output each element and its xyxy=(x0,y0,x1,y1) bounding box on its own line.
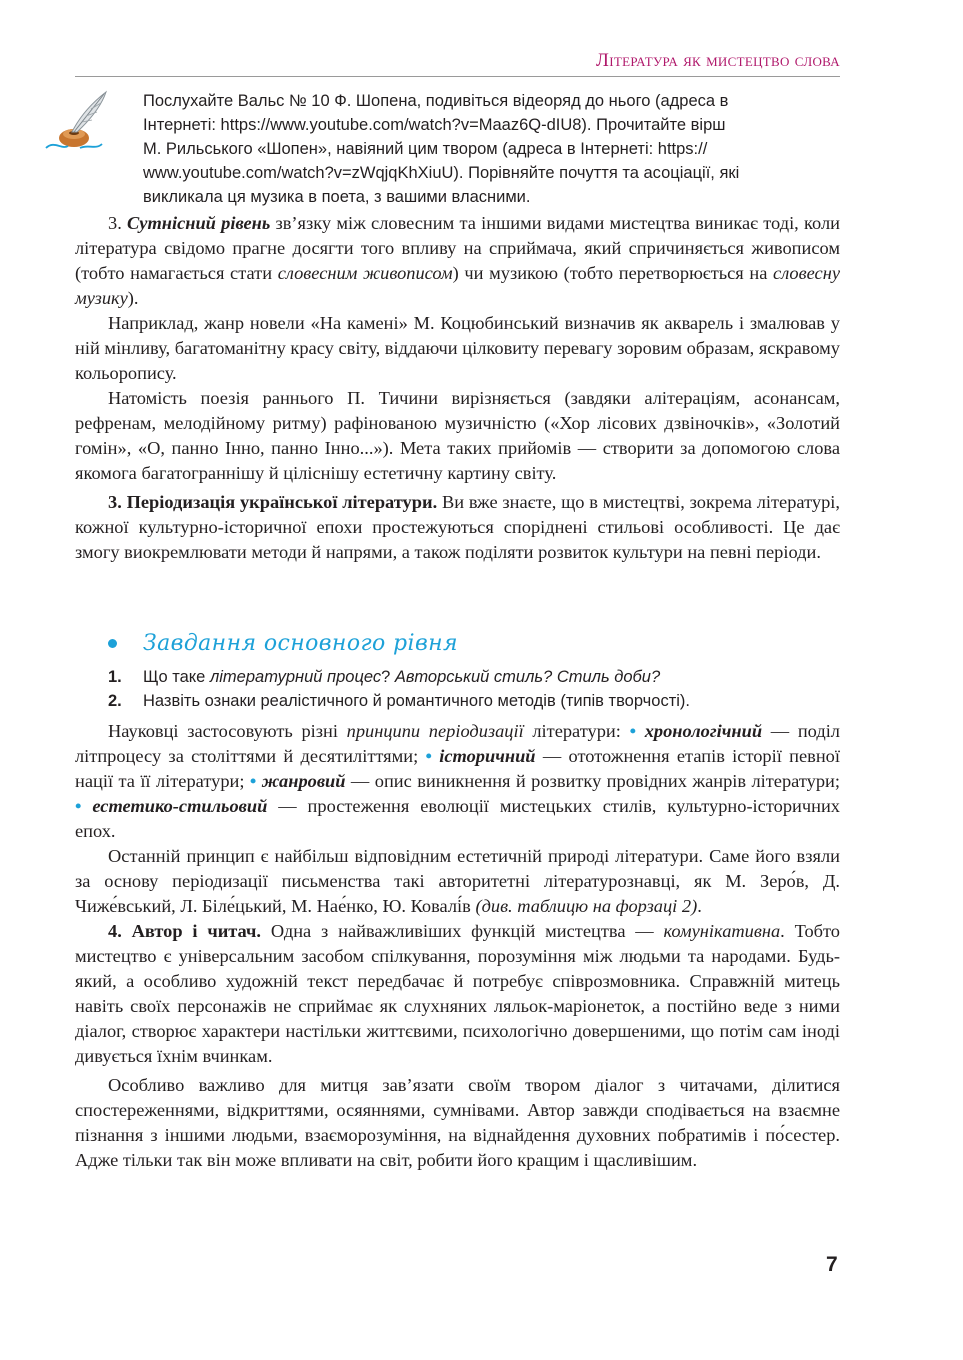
task-line: www.youtube.com/watch?v=zWqjqKhXiuU). Порівняйте почуття та асоціації, які xyxy=(143,164,740,182)
question-item: 1. Що таке літературний процес? Авторський стиль? Стиль доби? xyxy=(108,668,661,686)
paragraph-author-reader: 4. Автор і читач. Одна з найважливіших функцій мистецтва — комунікативна. Тобто мистецтво є універсальним засобом спілкування, порозуміння між людьми та народами. Будь-який, а особливо художній текст передбачає й потребує співрозмовника. Справжній митець навіть своїх персонажів не сприймає як слухняних ляльок-маріонеток, а постійно веде з ними діалог, створює характери настільки життєвими, психологічно довершеними, що потім сам іноді дивується їхнім вчинкам. xyxy=(75,921,840,1066)
paragraph-periodization: 3. Періодизація української літератури. Ви вже знаєте, що в мистецтві, зокрема літературі, кожної культурно-історичної епохи простежуються споріднені стильові особливості. Це дає змогу виокремлювати методи й напрями, а також поділяти розвиток культури на певні періоди. xyxy=(75,492,840,562)
running-header xyxy=(75,50,840,77)
reference-table: (див. таблицю на форзаці 2) xyxy=(475,896,698,916)
listening-task xyxy=(143,89,843,209)
task-line: М. Рильського «Шопен», навіяний цим твором (адреса в Інтернеті: https:// xyxy=(143,140,708,158)
bullet-icon: • xyxy=(425,746,432,766)
paragraph-principles: Науковці застосовують різні принципи періодизації літератури: • хронологічний — поділ літпроцесу за століттями й десятиліттями; • історичний — ототожнення етапів історії певної нації та її літератури; • жанровий — опис виникнення й розвитку провідних жанрів літератури; • естетико-стильовий — простеження еволюції мистецьких стилів, культурно-історичних епох. xyxy=(75,721,840,841)
bullet-icon: • xyxy=(629,721,637,741)
paragraph-dialogue: Особливо важливо для митця зав’язати своїм твором діалог з читачами, ділитися спостереженнями, відкриттями, осяяннями, сумнівами. Автор завжди сподівається на взаємне пізнання з іншими людьми, взаєморозуміння, на віднайдення духовних побратимів і по́сестер. Адже тільки так він може впливати на світ, робити його кращим і щасливішим. xyxy=(75,1075,840,1170)
paragraph-tychyna: Натомість поезія раннього П. Тичини вирізняється (завдяки алітераціям, асонансам, рефренам, мелодійному ритму) рафінованою музичністю («Хор лісових дзвіночків», «Золотий гомін», «О, панно Інно, панно Інно...»). Мета таких прийомів — створити за допомогою слова якомога багатограннішу й ціліснішу естетичну картину світу. xyxy=(75,388,840,483)
task-line: Інтернеті: https://www.youtube.com/watch?v=Maaz6Q-dIU8). Прочитайте вірш xyxy=(143,116,726,134)
task-line: Послухайте Вальс № 10 Ф. Шопена, подивіться відеоряд до нього (адреса в xyxy=(143,92,729,110)
task-line: викликала ця музика в поета, з вашими власними. xyxy=(143,188,531,206)
term-essential-level: Сутнісний рівень xyxy=(127,213,271,233)
main-text-top xyxy=(75,211,840,565)
section-title: Завдання основного рівня xyxy=(143,630,459,656)
term-aesthetic-style: естетико-стильовий xyxy=(92,796,268,816)
heading-author-reader: 4. Автор і читач. xyxy=(108,921,261,941)
bullet-icon xyxy=(108,639,117,648)
questions-list xyxy=(108,665,843,713)
bullet-icon: • xyxy=(75,796,82,816)
page-number: 7 xyxy=(826,1253,838,1276)
term-historical: історичний xyxy=(439,746,536,766)
heading-periodization: 3. Періодизація української літератури. xyxy=(108,492,438,512)
paragraph-last-principle: Останній принцип є найбільш відповідним естетичній природі літератури. Саме його взяли за основу періодизації письменства такі авторитетні літературознавці, як М. Зеро́в, Д. Чиже́вський, Л. Біле́цький, М. Нае́нко, Ю. Ковалі́в (див. таблицю на форзаці 2). xyxy=(75,846,840,916)
bullet-icon: • xyxy=(249,771,257,791)
paragraph-kotsiubynsky: Наприклад, жанр новели «На камені» М. Коцюбинський визначив як акварель і змалював у ній мінливу, багатоманітну красу світу, віддаючи цілковиту перевагу зоровим образам, яскравому кольоропису. xyxy=(75,313,840,383)
question-item: 2. Назвіть ознаки реалістичного й романтичного методів (типів творчості). xyxy=(108,692,690,710)
header-title: Література як мистецтво слова xyxy=(596,50,840,71)
paragraph-essential-level: 3. Сутнісний рівень зв’язку між словесним та іншими видами мистецтва виникає тоді, коли література свідомо прагне досягти того впливу на сприймача, який спричиняється живописом (тобто намагається стати словесним живописом) чи музикою (тобто перетворюється на словесну музику). xyxy=(75,213,840,308)
main-text-bottom xyxy=(75,719,840,1173)
quill-inkwell-icon xyxy=(44,90,110,154)
section-heading xyxy=(108,626,458,660)
term-genre: жанровий xyxy=(261,771,346,791)
term-chronological: хронологічний xyxy=(644,721,763,741)
